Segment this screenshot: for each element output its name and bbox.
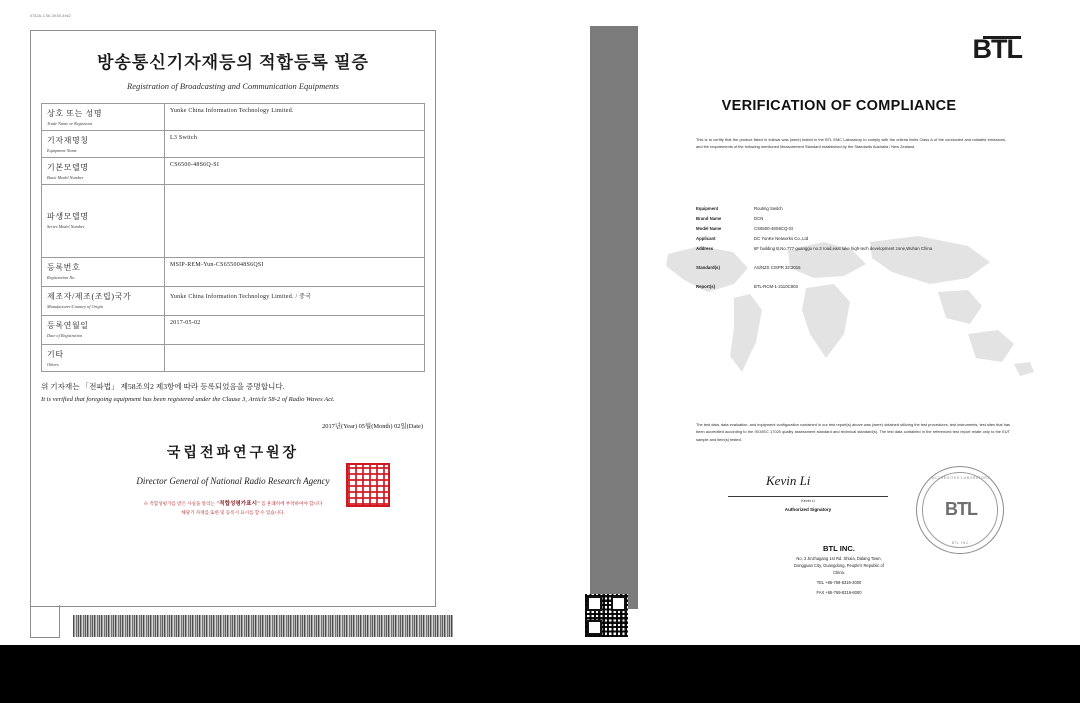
btl-certificate — [590, 26, 1040, 631]
qr-code — [585, 594, 628, 637]
issuing-agency-ko: 국립전파연구원장 — [166, 445, 300, 461]
bottom-black-bar — [0, 645, 1080, 703]
detail-key: Address — [696, 245, 714, 251]
verification-statement — [41, 381, 425, 405]
table-row — [42, 287, 425, 316]
field-label-cell — [42, 131, 165, 158]
verification-statement-ko: 위 기자재는 「전파법」 제58조의2 제3항에 따라 등록되었음을 증명합니다. — [41, 382, 285, 391]
footnote-suffix: 를 흔쾌히에 부착하여야 합니다 — [261, 500, 323, 506]
field-label-cell — [42, 104, 165, 131]
page-title: VERIFICATION OF COMPLIANCE — [721, 98, 957, 114]
detail-row — [696, 216, 1016, 222]
detail-row — [696, 236, 1016, 242]
signatory-name: Kevin Li — [801, 499, 815, 503]
detail-value: CS6500-48S6CQ-SI — [754, 225, 793, 231]
company-address-line2: Dongguan City, Guangdong, People's Republic of — [794, 562, 884, 568]
detail-value: DC YunKe Networks Co.,Ltd — [754, 235, 809, 241]
detail-value: Routing Switch — [754, 206, 783, 211]
field-label-ko: 기본모델명 — [47, 163, 89, 172]
stamp-logo-text: BTL — [945, 499, 977, 519]
spacer — [696, 275, 1016, 284]
document-barcode-strip — [73, 615, 453, 637]
table-row — [42, 316, 425, 345]
standards-row — [696, 265, 1016, 271]
field-label-ko: 파생모델명 — [47, 212, 89, 221]
korean-certificate-title: 방송통신기자재등의 적합등록 필증 — [97, 53, 369, 72]
field-label-ko: 등록번호 — [47, 263, 81, 272]
qr-finder-top-left — [587, 596, 602, 611]
signature-line — [728, 496, 888, 497]
field-value: Yunke China Information Technology Limited. / 중국 — [165, 287, 425, 316]
btl-logo-text: BTL — [972, 34, 1022, 64]
detail-row — [696, 246, 1016, 252]
field-label-ko: 기타 — [47, 350, 64, 359]
detail-row — [696, 206, 1016, 212]
footnote-prefix: ※ 적합성평가를 받은 사실을 알리는 — [143, 500, 215, 506]
company-address-line3: China. — [833, 569, 845, 575]
field-label-en: Date of Registration — [47, 333, 83, 338]
standards-value: AS/NZS CISPR 32:2015 — [754, 264, 801, 270]
company-address-line1: No. 3 Jinzhagang 1st Rd. Shixia, Dalang Town, — [796, 556, 882, 561]
field-label-cell — [42, 287, 165, 316]
field-label-cell — [42, 345, 165, 372]
field-value: Yunke China Information Technology Limited. — [165, 104, 425, 131]
verification-statement-en: It is verified that foregoing equipment has been registered under the Clause 3, Article 58-2 of Radio Waves Act. — [41, 395, 335, 403]
certificate-intro-text: This is to certify that the product listed in follows was (were) tested in the BTL EMC Laboratory to comply with the criteria limits Class A of the conducted and radiated emissions, and the requirements of the following mentioned Measurement Standard established by the Standards Australia / New Zealand. — [696, 137, 1006, 150]
field-label-cell — [42, 258, 165, 287]
company-telephone: TEL +86-769-8319-3000 — [816, 579, 862, 585]
detail-key: Applicant — [696, 235, 716, 241]
field-value — [165, 185, 425, 258]
detail-row — [696, 226, 1016, 232]
report-key: Report(s) — [696, 283, 716, 289]
detail-key: Brand Name — [696, 215, 722, 221]
field-value: MSIP-REM-Yun-CS6550048S6QSI — [165, 258, 425, 287]
detail-value: 6F building B,No.777 guanggu no.3 road,east lake high-tech development zone,Wuhan China — [754, 245, 933, 251]
scan-gutter-shadow — [590, 26, 638, 609]
detail-key: Model Name — [696, 225, 722, 231]
korean-certificate-frame — [30, 30, 436, 607]
table-row — [42, 131, 425, 158]
handwritten-signature: Kevin Li — [766, 473, 811, 488]
table-row — [42, 258, 425, 287]
field-label-ko: 상호 또는 성명 — [47, 109, 103, 118]
detail-value: DCN — [754, 215, 764, 221]
document-top-code: 0782A-CS6-3K55-4bk2 — [30, 14, 71, 18]
korean-certificate — [18, 8, 448, 638]
field-label-ko: 기자재명칭 — [47, 136, 89, 145]
company-name: BTL INC. — [823, 544, 855, 553]
stamp-top-text: ACCREDITED LABORATORY — [931, 476, 991, 480]
stamp-bottom-text: BTL INC. — [951, 541, 971, 545]
btl-certificate-body — [638, 26, 1040, 609]
equipment-details-list — [696, 206, 1016, 294]
field-label-en: Basic Model Number — [47, 175, 84, 180]
field-label-cell — [42, 185, 165, 258]
standards-key: Standard(s) — [696, 264, 720, 270]
report-row — [696, 284, 1016, 290]
table-row — [42, 185, 425, 258]
frame-bottom-tick — [30, 605, 60, 638]
accreditation-stamp-seal — [916, 466, 1004, 554]
field-value — [165, 345, 425, 372]
official-seal-stamp — [346, 463, 390, 507]
field-label-en: Series Model Number — [47, 224, 85, 229]
field-label-cell — [42, 158, 165, 185]
field-label-cell — [42, 316, 165, 345]
company-footer — [679, 544, 999, 597]
qr-finder-top-right — [611, 596, 626, 611]
field-label-ko: 등록연월일 — [47, 321, 89, 330]
field-value: L3 Switch — [165, 131, 425, 158]
field-label-en: Registration No. — [47, 275, 76, 280]
field-value: 2017-05-02 — [165, 316, 425, 345]
issuing-agency-en: Director General of National Radio Research Agency — [136, 475, 330, 486]
footnote-line2: 해당기 자재를 또한 및 등록시 표시를 할 수 있습니다. — [181, 510, 285, 516]
field-label-en: Trade Name or Registrant — [47, 121, 92, 126]
field-label-en: Equipment Name — [47, 148, 77, 153]
table-row — [42, 158, 425, 185]
issue-date: 2017년(Year) 05월(Month) 02일(Date) — [322, 422, 423, 430]
field-value: CS6500-48S6Q-SI — [165, 158, 425, 185]
table-row — [42, 104, 425, 131]
signatory-role: Authorized Signatory — [784, 507, 832, 512]
qr-finder-bottom-left — [587, 620, 602, 635]
korean-certificate-table — [41, 103, 425, 372]
field-label-en: Manufacturer/Country of Origin — [47, 304, 103, 309]
company-fax: FAX +86-769-8319-6000 — [816, 589, 862, 595]
detail-key: Equipment — [696, 206, 719, 211]
field-label-ko: 제조자/제조(조립)국가 — [47, 292, 132, 301]
btl-logo — [973, 34, 1022, 65]
test-data-note: The test data, data evaluation, and equipment configuration contained in our test report(s) above was (were) obtained utilizing the test procedures, test instruments, test sites that has been accredited according to the ISO/IEC 17025 quality assessment standard and technical standard(s). The test data contained in the referenced test report relate only to the EUT sample and item(s) tested. — [696, 422, 1010, 442]
report-value: BTL-RCM-1-2110C903 — [754, 283, 798, 289]
field-label-en: Others — [47, 362, 59, 367]
spacer — [696, 256, 1016, 265]
korean-certificate-subtitle: Registration of Broadcasting and Communication Equipments — [127, 81, 339, 91]
table-row — [42, 345, 425, 372]
footnote-emphasis: "적합성평가표시" — [216, 500, 261, 507]
